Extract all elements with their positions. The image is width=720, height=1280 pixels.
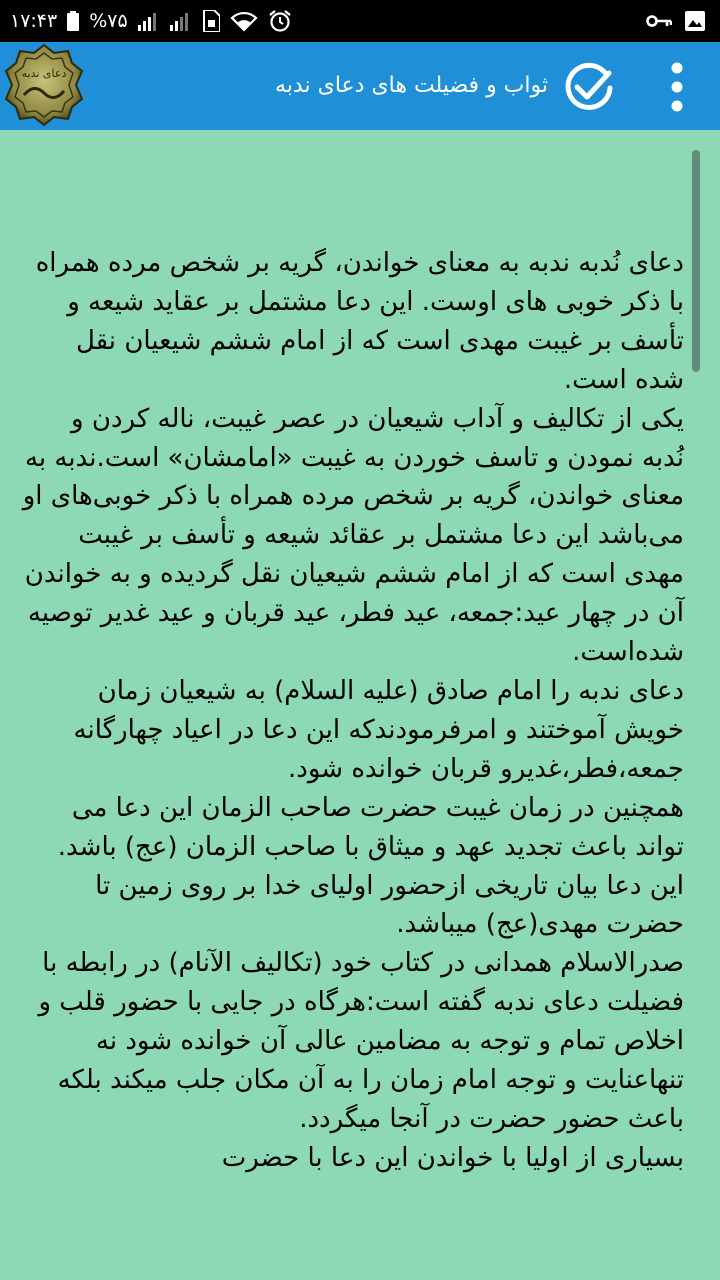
page-title: ثواب و فضیلت های دعای ندبه — [275, 73, 548, 98]
clock: ۱۷:۴۳ — [10, 10, 58, 32]
status-left — [10, 0, 292, 42]
alarm-icon — [268, 9, 292, 33]
article-text — [22, 244, 684, 1178]
sim-icon — [202, 10, 220, 32]
content-area[interactable] — [0, 130, 720, 1280]
paragraph: دعای نُدبه ندبه به معنای خواندن، گریه بر شخص مرده همراه با ذکر خوبی های اوست. این دعا مشتمل بر عقاید شیعه و تأسف بر غیبت مهدی است که از امام ششم شیعیان نقل شده است. — [35, 248, 684, 395]
wifi-icon — [230, 10, 258, 32]
battery-icon — [67, 11, 79, 31]
paragraph: بسیاری از اولیا با خواندن این دعا با حضرت — [221, 1142, 684, 1173]
paragraph: دعای ندبه را امام صادق (علیه السلام) به شیعیان زمان خویش آموختند و امرفرمودندکه این دعا در اعیاد چهارگانه جمعه،فطر،غدیرو قربان خوانده شود. — [73, 675, 684, 784]
app-logo — [4, 43, 84, 127]
paragraph: یکی از تکالیف و آداب شیعیان در عصر غیبت، ناله کردن و نُدبه نمودن و تاسف خوردن به غیبت «امامشان» است.ندبه به معنای خواندن، گریه بر شخص مرده همراه با ذکر خوبی‌های او می‌باشد این دعا مشتمل بر عقائد شیعه و تأسف بر غیبت مهدی است که از امام ششم شیعیان نقل گردیده و به خواندن آن در چهار عید:جمعه، عید فطر، عید قربان و عید غدیر توصیه شده‌است. — [22, 403, 684, 668]
paragraph: همچنین در زمان غیبت حضرت صاحب الزمان این دعا می تواند باعث تجدید عهد و میثاق با صاحب الزمان (عج) باشد. این دعا بیان تاریخی ازحضور اولیای خدا بر روی زمین تا حضرت مهدی(عج) میباشد. — [57, 792, 684, 940]
status-bar — [0, 0, 720, 42]
scrollbar[interactable] — [692, 150, 700, 372]
battery-percent: %۷۵ — [89, 10, 128, 32]
logo-text: دعای ندبه — [21, 67, 67, 80]
check-button[interactable] — [562, 60, 616, 114]
signal-icon — [138, 11, 160, 31]
signal-icon — [170, 11, 192, 31]
app-bar — [0, 42, 720, 130]
paragraph: صدرالاسلام همدانی در کتاب خود (تکالیف الآنام) در رابطه با فضیلت دعای ندبه گفته است:هرگاه در جایی با حضور قلب و اخلاص تمام و توجه به مضامین عالی آن خوانده شود نه تنهاعنایت و توجه امام زمان را به آن مکان جلب میکند بلکه باعث حضور حضرت در آنجا میگردد. — [38, 948, 684, 1134]
more-vert-icon — [660, 60, 694, 114]
overflow-menu-button[interactable] — [660, 60, 694, 114]
image-icon — [684, 10, 706, 32]
check-circle-icon — [562, 60, 616, 114]
status-right — [646, 0, 706, 42]
vpn-key-icon — [646, 14, 672, 28]
